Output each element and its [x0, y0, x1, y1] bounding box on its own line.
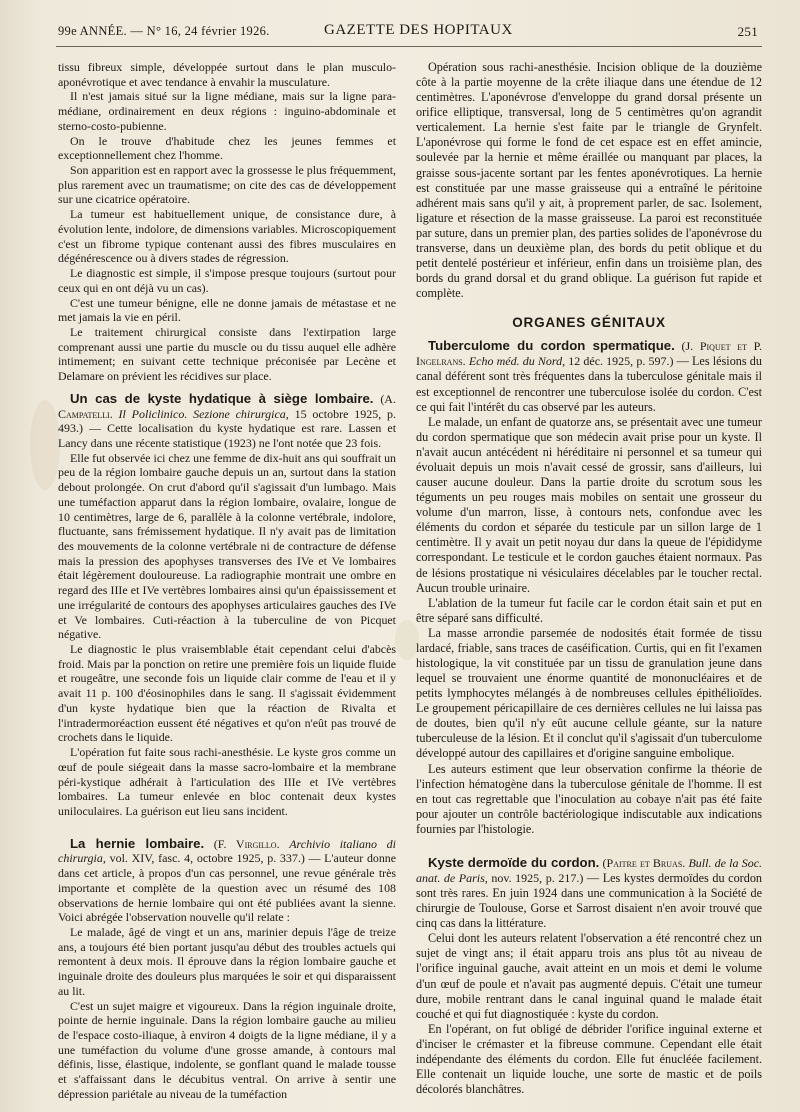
article-intro: — L'auteur donne dans cet article, à propos d'un cas personnel, une revue générale très importante et complète de la question avec un résumé des 108 observations de hernie lombaire qui ont été publiées avant la sienne. Voici abrégée l'observation nouvelle qu'il relate :	[58, 851, 396, 925]
article-heading	[58, 837, 396, 925]
journal-title: GAZETTE DES HOPITAUX	[324, 22, 513, 38]
article-title: La hernie lombaire.	[70, 835, 205, 851]
paragraph: Le diagnostic le plus vraisemblable était cependant celui d'abcès froid. Mais par la ponction on retire une première fois un liquide fluide et rougeâtre, une seconde fois un liquide clair comme de l'eau et il y avait 11 p. 100 d'éosinophiles dans le sang. Il s'agissait évidemment d'un kyste hydatique bien que la réaction de Rivalta et l'intradermoréaction eussent été négatives et qu'on n'eût pas trouvé de crochets dans le liquide.	[58, 642, 396, 745]
paragraph: La masse arrondie parsemée de nodosités était formée de tissu lardacé, friable, sans traces de caséification. Curtis, qui en fit l'examen histologique, la vit constituée par un tissu de granulation jeune dans lequel se trouvaient une énorme quantité de mononucléaires et de petits lymphocytes mélangés à de nombreuses cellules épithélioïdes. Le groupement péricapillaire de ces dernières cellules ne lui laissa pas de doutes, bien qu'il n'y eût aucune cellule géante, sur la nature tuberculeuse de la lésion. Et il conclut qu'il s'agissait d'un tuberculome développé autour des capillaires et d'origine sanguine embolique.	[416, 625, 762, 761]
left-column	[58, 60, 396, 1102]
paragraph: Il n'est jamais situé sur la ligne médiane, mais sur la ligne para-médiane, ordinairement en deux régions : inguino-abdominale et sterno-costo-pubienne.	[58, 89, 396, 133]
paragraph: Le diagnostic est simple, il s'impose presque toujours (surtout pour ceux qui en ont déjà vu un cas).	[58, 266, 396, 295]
article-source: Echo méd. du Nord,	[468, 354, 566, 369]
article-intro: — Les kystes dermoïdes du cordon sont très rares. En juin 1924 dans une communication à la Société de chirurgie de Toulouse, Gorse et Sarrost disaient n'en avoir trouvé que cinq cas dans la littérature.	[416, 870, 763, 931]
paragraph: Le malade, un enfant de quatorze ans, se présentait avec une tumeur du cordon spermatique que son médecin avait prise pour un kyste. Il n'avait aucun antécédent ni héréditaire ni personnel et sa tumeur qui évoluait depuis un mois n'avait cessé de grossir, sans d'ailleurs, lui causer aucune douleur. Dans la partie droite du scrotum sous les téguments un peu rouges mais mobiles on sentait une grosseur du volume d'un marron, lisse, à contours nets, confondue avec les éléments du cordon et séparée du testicule par un sillon large de 1 centimètre. Il y avait un petit noyau dur dans la queue de l'épididyme correspondant. Le testicule et le cordon gauches étaient normaux. Pas de lésions prostatique ni vésiculaires décelables par le toucher rectal. Aucun trouble urinaire.	[416, 414, 762, 595]
article-title: Un cas de kyste hydatique à siège lombaire.	[70, 390, 374, 406]
article-title: Tuberculome du cordon spermatique.	[428, 338, 675, 354]
paragraph: Celui dont les auteurs relatent l'observation a été rencontré chez un sujet de vingt ans; il était apparu trois ans plus tôt au niveau de l'orifice inguinal gauche, avait atteint en un mois et demi le volume d'un œuf de poule et n'avait pas augmenté depuis. C'était une tumeur dure, mobile rentrant dans le canal inguinal quand le malade était couché et qui fut diagnostiquée : kyste du cordon.	[416, 931, 762, 1021]
paragraph: Le malade, âgé de vingt et un ans, marinier depuis l'âge de treize ans, a toujours été bien portant jusqu'au début des troubles actuels qui remontent à deux mois. Il éprouve dans la région lombaire gauche et inguinale droite des douleurs plus marquées le soir et qui disparaissent au lit.	[58, 924, 396, 998]
article-heading	[416, 338, 762, 414]
article-intro: — Les lésions du canal déférent sont très fréquentes dans la tuberculose génitale mais il est exceptionnel de rencontrer une tuberculose isolée du cordon. C'est ce qui fait l'intérêt du cas observé par les auteurs.	[416, 354, 762, 414]
article-citation: vol. XIV, fasc. 4, octobre 1925, p. 337.)	[109, 851, 305, 866]
paragraph: C'est une tumeur bénigne, elle ne donne jamais de métastase et ne met jamais la vie en péril.	[58, 295, 396, 325]
article-source: Archivio italiano di chirurgia,	[58, 836, 396, 866]
article-author: (J. Piquet et P. Ingelrans.	[416, 339, 762, 369]
article-source: Il Policlinico. Sezione chirurgica,	[118, 406, 289, 421]
article-author: (A. Campatelli.	[58, 391, 396, 421]
header-rule	[56, 46, 762, 47]
paragraph: On le trouve d'habitude chez les jeunes femmes et exceptionnellement chez l'homme.	[58, 133, 396, 163]
paragraph: L'ablation de la tumeur fut facile car le cordon était sain et put en être séparé sans difficulté.	[416, 595, 762, 625]
right-column	[416, 60, 762, 1097]
article-title: Kyste dermoïde du cordon.	[428, 854, 600, 870]
article-citation: nov. 1925, p. 217.)	[491, 870, 584, 885]
paragraph: Elle fut observée ici chez une femme de dix-huit ans qui souffrait un peu de la région lombaire gauche depuis un an, surtout dans la station debout prolongée. On crut d'abord qu'il s'agissait d'un lumbago. Mais une tuméfaction apparut dans la région lombaire, ovalaire, longue de 10 centimètres, large de 6, parallèle à la colonne vertébrale, indolore, fluctuante, sans frémissement hydatique. Il n'y avait pas de limitation des mouvements de la colonne vertébrale ni de contracture de défense mais la pression des apophyses transverses des IVe et Ve lombaires était légèrement douloureuse. La radiographie montrait une ombre en regard des IIIe et IVe vertèbres lombaires ainsi qu'un épaississement et une irrégularité de contours des apophyses articulaires gauches des IVe et Ve lombaires. Cuti-réaction à la tuberculine de von Picquet négative.	[58, 450, 397, 642]
section-title: ORGANES GÉNITAUX	[512, 315, 666, 331]
paragraph: La tumeur est habituellement unique, de consistance dure, à évolution lente, indolore, de dimensions variables. Microscopiquement c'est un fibrome typique contenant aussi des fibres musculaires en dégénérescence ou à divers stades de régression.	[58, 207, 396, 266]
paragraph: Opération sous rachi-anesthésie. Incision oblique de la douzième côte à la partie moyenne de la crête iliaque dans une étendue de 12 centimètres. L'aponévrose d'enveloppe du grand dorsal présente un orifice elliptique, transversal, long de 5 centimètres qu'on agrandit verticalement. La hernie s'est faite par le triangle de Grynfelt. L'aponévrose qui forme le fond de cet espace est en effet amincie, soulevée par la hernie et même éraillée ou manquant par places, la graisse sous-jacente sortant par les fentes aponévrotiques. La hernie est constituée par une masse graisseuse qui a entraîné le péritoine adhérent mais sans qu'il y ait, à proprement parler, de sac. Isolement, ligature et résection de la masse graisseuse. La paroi est reconstituée par suture, dans un premier plan, des parties solides de l'aponévrose du transverse, dans un deuxième plan, des bords du petit oblique et du petit dentelé postérieur et inférieur, enfin dans un troisième plan, des bords du grand dorsal et du grand oblique. La guérison fut rapide et complète.	[416, 60, 762, 301]
page-header	[58, 22, 758, 44]
page-number: 251	[737, 24, 758, 39]
article-citation: 15 octobre 1925, p. 493.)	[58, 406, 397, 436]
article-author: (F. Virgillo.	[213, 836, 280, 851]
paragraph: tissu fibreux simple, développée surtout dans le plan musculo-aponévrotique et avec tendance à envahir la musculature.	[58, 60, 396, 89]
paragraph: Son apparition est en rapport avec la grossesse le plus fréquemment, plus rarement avec un traumatisme; on cite des cas de développement sur une cicatrice opératoire.	[58, 163, 396, 207]
article-citation: 12 déc. 1925, p. 597.)	[568, 354, 674, 369]
paragraph: L'opération fut faite sous rachi-anesthésie. Le kyste gros comme un œuf de poule siégeait dans la masse sacro-lombaire et la membrane péri-kystique adhérait à l'articulation des IIIe et IVe vertèbres lombaires. La tumeur enlevée en bloc contenait deux kystes uniloculaires. La guérison eut lieu sans incident.	[58, 745, 396, 818]
article-heading	[58, 392, 396, 451]
paragraph: Le traitement chirurgical consiste dans l'extirpation large comprenant aussi une partie du muscle ou du tissu auquel elle adhère intimement; en suivant cette technique préconisée par Lecène et Delamare on prévient les récidives sur place.	[58, 324, 396, 384]
article-heading	[416, 855, 762, 931]
issue-info: 99e ANNÉE. — N° 16, 24 février 1926.	[58, 24, 270, 38]
article-source: Bull. de la Soc. anat. de Paris,	[416, 855, 763, 885]
article-author: (Paitre et Bruas.	[602, 855, 686, 870]
paragraph: Les auteurs estiment que leur observation confirme la théorie de l'infection hématogène dans la tuberculose génitale de l'homme. Il est en tout cas regrettable que l'inoculation au cobaye n'ait pas été faite pour ajouter un contrôle bactériologique indiscutable aux indications fournies par l'histologie.	[416, 761, 762, 836]
article-intro: — Cette localisation du kyste hydatique est rare. Lassen et Lancy dans une récente statistique (1923) ne l'ont notée que 23 fois.	[58, 421, 397, 450]
paragraph: En l'opérant, on fut obligé de débrider l'orifice inguinal externe et d'inciser le crémaster et la fibreuse commune. Cependant elle était indépendante des éléments du cordon. Elle fut énucléée facilement. Elle contenait un liquide louche, une sorte de mastic et de poils décolorés blanchâtres.	[416, 1021, 762, 1097]
paragraph: C'est un sujet maigre et vigoureux. Dans la région inguinale droite, pointe de hernie inguinale. Dans la région lombaire gauche au milieu de l'espace costo-iliaque, à environ 4 doigts de la ligne médiane, il y a une tuméfaction du volume d'une grosse amande, à contours mal définis, lisse, élastique, indolente, se gonflant quand le malade tousse et s'affaissant dans le décubitus ventral. On arrive à sentir une dépression pariétale au niveau de la tuméfaction	[58, 998, 396, 1101]
paper-stain	[30, 400, 60, 490]
